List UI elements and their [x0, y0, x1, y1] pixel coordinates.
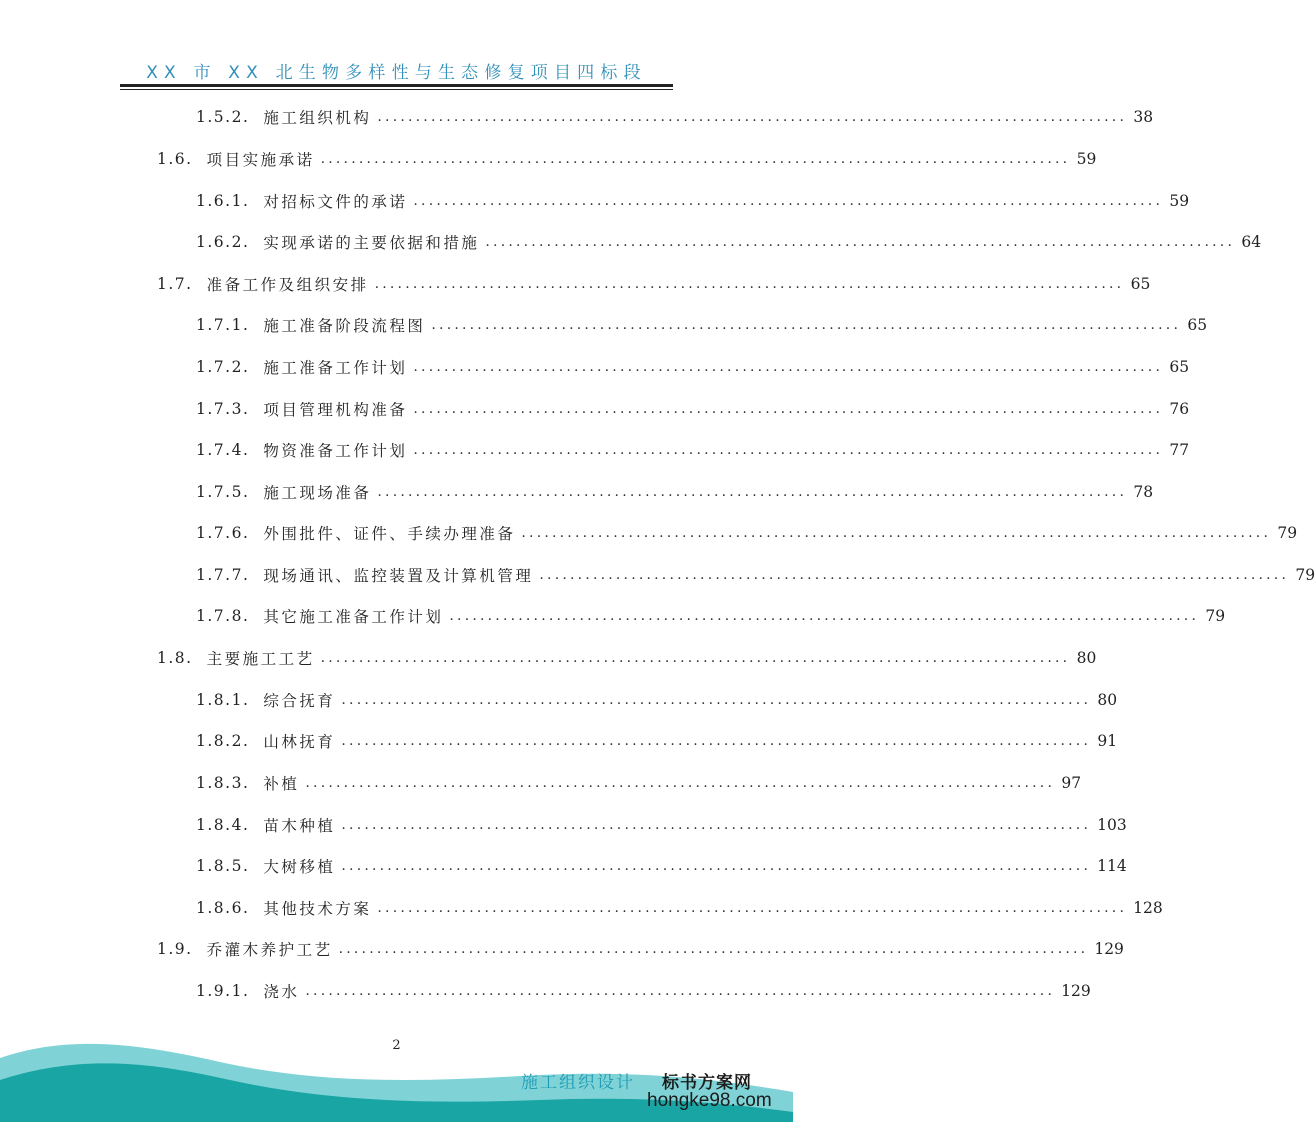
toc-entry-number: 1.7.1.	[196, 316, 250, 334]
toc-entry-number: 1.8.2.	[196, 732, 250, 750]
toc-entry-page: 59	[1076, 150, 1097, 168]
toc-entry-title: 浇水	[263, 983, 300, 1001]
toc-entry[interactable]	[196, 521, 1298, 545]
header-rule-thick	[120, 84, 673, 87]
toc-entry-page: 78	[1133, 483, 1154, 501]
toc-entry-page: 77	[1169, 441, 1190, 459]
toc-entry[interactable]	[196, 771, 1082, 795]
toc-entry-title: 大树移植	[263, 858, 336, 876]
toc-entry-page: 128	[1133, 899, 1163, 917]
toc-entry-number: 1.7.2.	[196, 358, 250, 376]
toc-entry-page: 97	[1061, 774, 1082, 792]
toc-entry[interactable]	[196, 313, 1208, 337]
toc-entry-title: 现场通讯、监控装置及计算机管理	[263, 567, 534, 585]
toc-entry[interactable]	[196, 688, 1118, 712]
toc-entry-page: 38	[1133, 108, 1154, 126]
toc-entry[interactable]	[196, 480, 1154, 504]
toc-entry-page: 65	[1187, 316, 1208, 334]
footer-brand-logo: 标书方案网	[662, 1073, 752, 1093]
toc-entry-page: 129	[1094, 940, 1124, 958]
toc-entry[interactable]	[196, 854, 1127, 878]
toc-dot-leader: ..................................................................................................	[374, 276, 1125, 292]
toc-dot-leader: ..................................................................................................	[338, 941, 1089, 957]
toc-dot-leader: ..................................................................................................	[377, 900, 1128, 916]
footer-url: hongke98.com	[647, 1090, 772, 1111]
toc-entry-title: 物资准备工作计划	[263, 442, 408, 460]
toc-entry-title: 综合抚育	[263, 692, 336, 710]
toc-dot-leader: ..................................................................................................	[305, 775, 1056, 791]
toc-entry[interactable]	[196, 230, 1262, 254]
toc-entry-number: 1.7.7.	[196, 566, 250, 584]
toc-entry[interactable]	[196, 563, 1315, 587]
toc-entry-page: 79	[1277, 524, 1298, 542]
toc-entry[interactable]	[157, 937, 1124, 961]
toc-entry-title: 主要施工工艺	[206, 650, 315, 668]
toc-entry-page: 79	[1295, 566, 1315, 584]
header-rule-thin	[120, 89, 673, 90]
toc-entry-title: 补植	[263, 775, 300, 793]
toc-entry-page: 80	[1097, 691, 1118, 709]
toc-dot-leader: ..................................................................................................	[449, 608, 1200, 624]
toc-entry[interactable]	[157, 272, 1151, 296]
toc-entry[interactable]	[196, 397, 1190, 421]
toc-entry-page: 65	[1169, 358, 1190, 376]
toc-entry-number: 1.8.3.	[196, 774, 250, 792]
toc-entry-title: 其它施工准备工作计划	[263, 608, 444, 626]
toc-entry[interactable]	[157, 646, 1097, 670]
toc-dot-leader: ..................................................................................................	[431, 317, 1182, 333]
toc-entry-title: 准备工作及组织安排	[206, 276, 369, 294]
toc-entry-page: 129	[1061, 982, 1091, 1000]
toc-entry-number: 1.8.4.	[196, 816, 250, 834]
toc-entry-title: 苗木种植	[263, 817, 336, 835]
toc-entry-number: 1.5.2.	[196, 108, 250, 126]
toc-entry-number: 1.8.	[157, 649, 193, 667]
toc-entry-number: 1.7.4.	[196, 441, 250, 459]
toc-entry-page: 79	[1205, 607, 1226, 625]
toc-entry-title: 施工现场准备	[263, 484, 372, 502]
toc-entry-number: 1.7.	[157, 275, 193, 293]
toc-entry-number: 1.7.5.	[196, 483, 250, 501]
page-number: 2	[392, 1038, 401, 1053]
toc-entry-page: 64	[1241, 233, 1262, 251]
toc-dot-leader: ..................................................................................................	[341, 733, 1092, 749]
toc-entry-title: 项目管理机构准备	[263, 401, 408, 419]
toc-entry-title: 实现承诺的主要依据和措施	[263, 234, 480, 252]
toc-entry-page: 103	[1097, 816, 1127, 834]
toc-entry-number: 1.6.	[157, 150, 193, 168]
toc-entry-number: 1.8.5.	[196, 857, 250, 875]
toc-entry-title: 施工组织机构	[263, 109, 372, 127]
toc-dot-leader: ..................................................................................................	[521, 525, 1272, 541]
toc-entry-title: 其他技术方案	[263, 900, 372, 918]
toc-entry-title: 施工准备工作计划	[263, 359, 408, 377]
toc-entry-title: 山林抚育	[263, 733, 336, 751]
toc-dot-leader: ..................................................................................................	[305, 983, 1056, 999]
toc-entry-title: 施工准备阶段流程图	[263, 317, 426, 335]
toc-entry-number: 1.8.1.	[196, 691, 250, 709]
toc-entry[interactable]	[196, 355, 1190, 379]
toc-entry-title: 乔灌木养护工艺	[206, 941, 333, 959]
toc-entry-number: 1.7.3.	[196, 400, 250, 418]
toc-dot-leader: ..................................................................................................	[377, 109, 1128, 125]
toc-dot-leader: ..................................................................................................	[341, 692, 1092, 708]
toc-entry[interactable]	[196, 438, 1190, 462]
toc-dot-leader: ..................................................................................................	[485, 234, 1236, 250]
toc-entry-title: 项目实施承诺	[206, 151, 315, 169]
toc-dot-leader: ..................................................................................................	[413, 193, 1164, 209]
header-title: XX 市 XX 北生物多样性与生态修复项目四标段	[146, 63, 647, 83]
toc-entry[interactable]	[196, 813, 1127, 837]
toc-entry[interactable]	[196, 896, 1163, 920]
toc-entry-page: 114	[1097, 857, 1127, 875]
toc-dot-leader: ..................................................................................................	[539, 567, 1290, 583]
toc-entry[interactable]	[196, 604, 1226, 628]
toc-dot-leader: ..................................................................................................	[377, 484, 1128, 500]
toc-entry-number: 1.9.1.	[196, 982, 250, 1000]
toc-dot-leader: ..................................................................................................	[341, 858, 1092, 874]
toc-entry[interactable]	[196, 105, 1154, 129]
toc-dot-leader: ..................................................................................................	[413, 442, 1164, 458]
toc-dot-leader: ..................................................................................................	[320, 650, 1071, 666]
toc-entry-title: 外围批件、证件、手续办理准备	[263, 525, 516, 543]
toc-entry-number: 1.6.1.	[196, 192, 250, 210]
toc-entry-page: 91	[1097, 732, 1118, 750]
toc-entry-number: 1.7.8.	[196, 607, 250, 625]
toc-entry[interactable]	[157, 147, 1097, 171]
toc-dot-leader: ..................................................................................................	[413, 359, 1164, 375]
toc-entry-number: 1.8.6.	[196, 899, 250, 917]
toc-dot-leader: ..................................................................................................	[320, 151, 1071, 167]
footer-doc-type: 施工组织设计	[521, 1073, 635, 1093]
toc-entry-page: 65	[1130, 275, 1151, 293]
toc-entry-page: 80	[1076, 649, 1097, 667]
toc-entry-number: 1.7.6.	[196, 524, 250, 542]
toc-entry-page: 59	[1169, 192, 1190, 210]
toc-entry[interactable]	[196, 979, 1091, 1003]
toc-entry-number: 1.9.	[157, 940, 193, 958]
toc-dot-leader: ..................................................................................................	[413, 401, 1164, 417]
toc-entry-number: 1.6.2.	[196, 233, 250, 251]
toc-entry-page: 76	[1169, 400, 1190, 418]
toc-dot-leader: ..................................................................................................	[341, 817, 1092, 833]
toc-entry[interactable]	[196, 729, 1118, 753]
toc-entry[interactable]	[196, 189, 1190, 213]
toc-entry-title: 对招标文件的承诺	[263, 193, 408, 211]
